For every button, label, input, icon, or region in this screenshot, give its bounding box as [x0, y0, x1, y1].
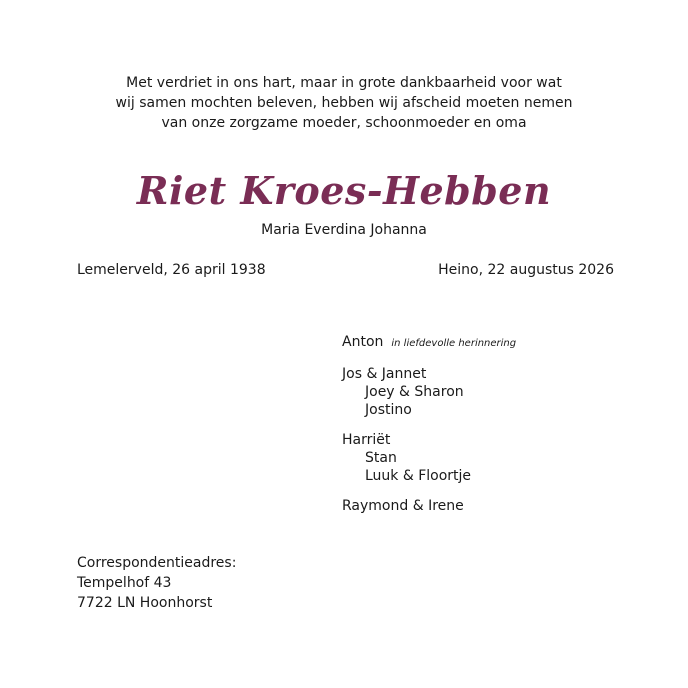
intro-line-2: wij samen mochten beleven, hebben wij afscheid moeten nemen: [115, 95, 573, 111]
address-city: 7722 LN Hoonhorst: [77, 595, 213, 611]
deceased-full-name: Maria Everdina Johanna: [261, 222, 427, 238]
partner-note: in liefdevolle herinnering: [391, 338, 517, 349]
deceased-name: Riet Kroes-Hebben: [136, 168, 552, 213]
intro-line-1: Met verdriet in ons hart, maar in grote dankbaarheid voor wat: [126, 75, 562, 91]
address-street: Tempelhof 43: [77, 575, 172, 591]
intro-line-3: van onze zorgzame moeder, schoonmoeder en oma: [161, 115, 527, 131]
family-partner-row: [342, 333, 516, 353]
intro-text: [0, 73, 688, 133]
family-group-1-child: Jostino: [365, 402, 412, 418]
family-group-1-parent: Jos & Jannet: [342, 366, 427, 382]
family-group-2-child: Stan: [365, 450, 397, 466]
family-list: [342, 333, 516, 515]
family-partner: Anton: [342, 334, 384, 350]
death-place-date: Heino, 22 augustus 2026: [438, 262, 614, 278]
address-label: Correspondentieadres:: [77, 555, 237, 571]
family-group-2-parent: Harriët: [342, 432, 391, 448]
family-group-2-child: Luuk & Floortje: [365, 468, 472, 484]
family-group-3-parent: Raymond & Irene: [342, 498, 464, 514]
family-group-1-child: Joey & Sharon: [365, 384, 464, 400]
correspondence-address: [77, 553, 236, 613]
birth-place-date: Lemelerveld, 26 april 1938: [77, 262, 266, 278]
